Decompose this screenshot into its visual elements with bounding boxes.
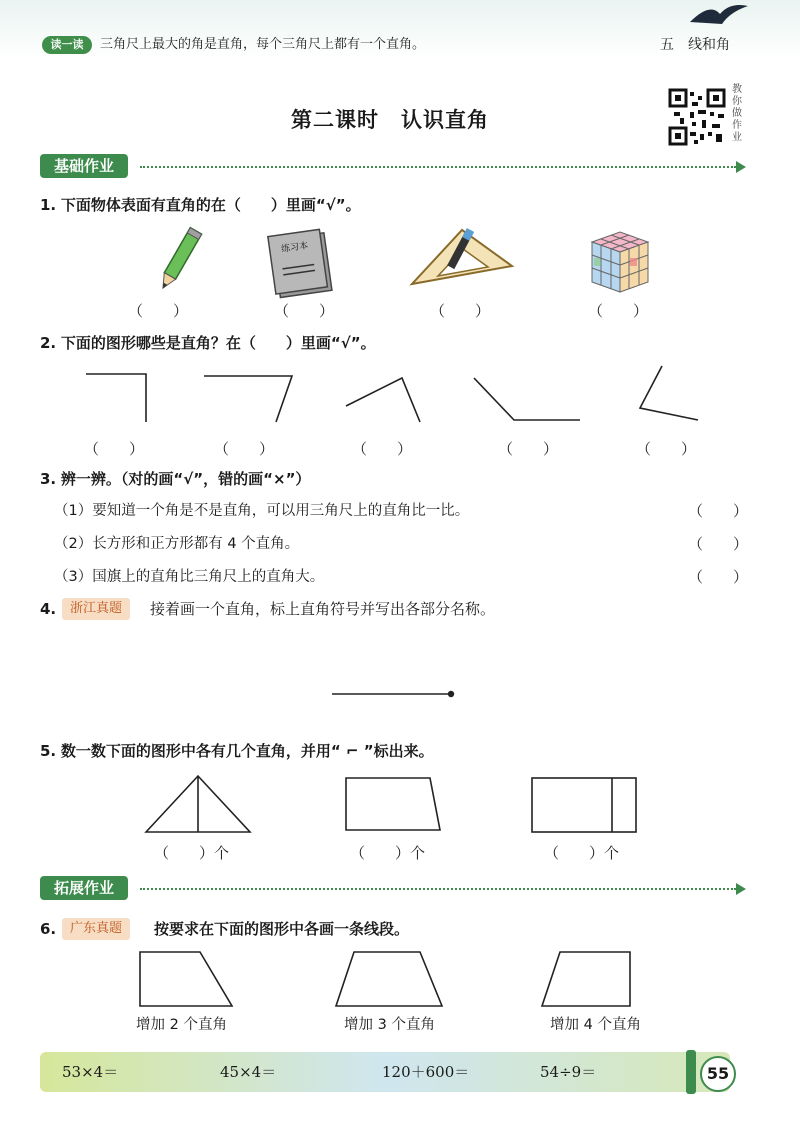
section-basic-badge: 基础作业	[40, 154, 128, 178]
page-number: 55	[700, 1056, 736, 1092]
q2-angle-shapes	[40, 362, 760, 432]
q2-prompt	[40, 332, 376, 354]
q5-answer-2[interactable]: （ ）个	[350, 844, 426, 862]
q3-answer-3[interactable]: （ ）	[688, 568, 749, 586]
q5-answer-3[interactable]: （ ）个	[544, 844, 620, 862]
angle-5	[640, 366, 698, 420]
q4-prompt	[40, 598, 56, 620]
q4-number: 4.	[40, 600, 57, 618]
q6-number: 6.	[40, 920, 57, 938]
q5-split-rectangle	[532, 778, 636, 832]
footer-calc-2: 45×4＝	[220, 1063, 277, 1081]
q1-answer-1[interactable]: （ ）	[128, 302, 189, 320]
notebook-label: 练习本	[280, 241, 309, 255]
swallow-icon	[690, 2, 750, 32]
q2-answer-1[interactable]: （ ）	[84, 440, 145, 458]
read-badge: 读一读	[42, 36, 92, 54]
section-divider-2	[140, 888, 736, 890]
q5-shapes	[40, 774, 760, 834]
q4-exam-tag: 浙江真题	[62, 598, 130, 620]
q3-item-1: （1）要知道一个角是不是直角，可以用三角尺上的直角比一比。	[54, 503, 470, 519]
q4-ray	[330, 688, 460, 700]
q5-trapezoid	[346, 778, 440, 830]
q5-text: 数一数下面的图形中各有几个直角，并用“ ⌐ ”标出来。	[60, 742, 434, 760]
footer-calc-1: 53×4＝	[62, 1063, 119, 1081]
q2-answer-5[interactable]: （ ）	[636, 440, 697, 458]
q6-caption-3: 增加 4 个直角	[550, 1017, 641, 1033]
q3-item-2: （2）长方形和正方形都有 4 个直角。	[54, 536, 300, 552]
footer-calc-3: 120＋600＝	[382, 1063, 470, 1081]
q1-answer-4[interactable]: （ ）	[588, 302, 649, 320]
q6-exam-tag: 广东真题	[62, 918, 130, 940]
q1-answer-3[interactable]: （ ）	[430, 302, 491, 320]
q1-prompt	[40, 194, 361, 216]
angle-3	[346, 378, 420, 422]
q5-prompt	[40, 740, 434, 762]
qr-code-icon[interactable]	[668, 88, 726, 146]
q6-trapezoid-1	[140, 952, 232, 1006]
q2-text: 下面的图形哪些是直角？在（ ）里画“√”。	[60, 334, 376, 352]
q6-trapezoid-3	[542, 952, 630, 1006]
q1-text: 下面物体表面有直角的在（ ）里画“√”。	[60, 196, 361, 214]
rubiks-cube-icon	[586, 228, 652, 296]
angle-2	[204, 376, 292, 422]
angle-1	[86, 374, 146, 422]
pencil-icon	[148, 226, 208, 296]
triangle-ruler-icon	[408, 228, 518, 288]
q1-answer-2[interactable]: （ ）	[274, 302, 335, 320]
q3-number: 3.	[40, 470, 57, 488]
section-extended-badge: 拓展作业	[40, 876, 128, 900]
footer-calc-4: 54÷9＝	[540, 1063, 597, 1081]
q1-number: 1.	[40, 196, 57, 214]
q4-text: 接着画一个直角，标上直角符号并写出各部分名称。	[150, 600, 496, 618]
q5-number: 5.	[40, 742, 57, 760]
footer-tab	[686, 1050, 696, 1094]
unit-label: 五 线和角	[660, 37, 730, 53]
q5-answer-1[interactable]: （ ）个	[154, 844, 230, 862]
divider-arrow-icon-2	[736, 883, 746, 895]
q2-answer-2[interactable]: （ ）	[214, 440, 275, 458]
q2-number: 2.	[40, 334, 57, 352]
q6-trapezoid-2	[336, 952, 442, 1006]
read-tip-text: 三角尺上最大的角是直角，每个三角尺上都有一个直角。	[100, 37, 426, 52]
q6-prompt	[40, 918, 56, 940]
q6-caption-2: 增加 3 个直角	[344, 1017, 435, 1033]
q3-prompt	[40, 468, 310, 490]
q6-caption-1: 增加 2 个直角	[136, 1017, 227, 1033]
qr-caption: 教你做作业	[732, 84, 742, 143]
q2-answer-4[interactable]: （ ）	[498, 440, 559, 458]
angle-4	[474, 378, 580, 420]
q3-item-3: （3）国旗上的直角比三角尺上的直角大。	[54, 569, 325, 585]
section-divider	[140, 166, 736, 168]
lesson-title: 第二课时 认识直角	[291, 108, 489, 132]
q3-text: 辨一辨。（对的画“√”，错的画“×”）	[60, 470, 311, 488]
q6-text: 按要求在下面的图形中各画一条线段。	[154, 920, 410, 938]
q2-answer-3[interactable]: （ ）	[352, 440, 413, 458]
q6-trapezoids	[40, 948, 760, 1014]
divider-arrow-icon	[736, 161, 746, 173]
q3-answer-2[interactable]: （ ）	[688, 535, 749, 553]
q3-answer-1[interactable]: （ ）	[688, 502, 749, 520]
